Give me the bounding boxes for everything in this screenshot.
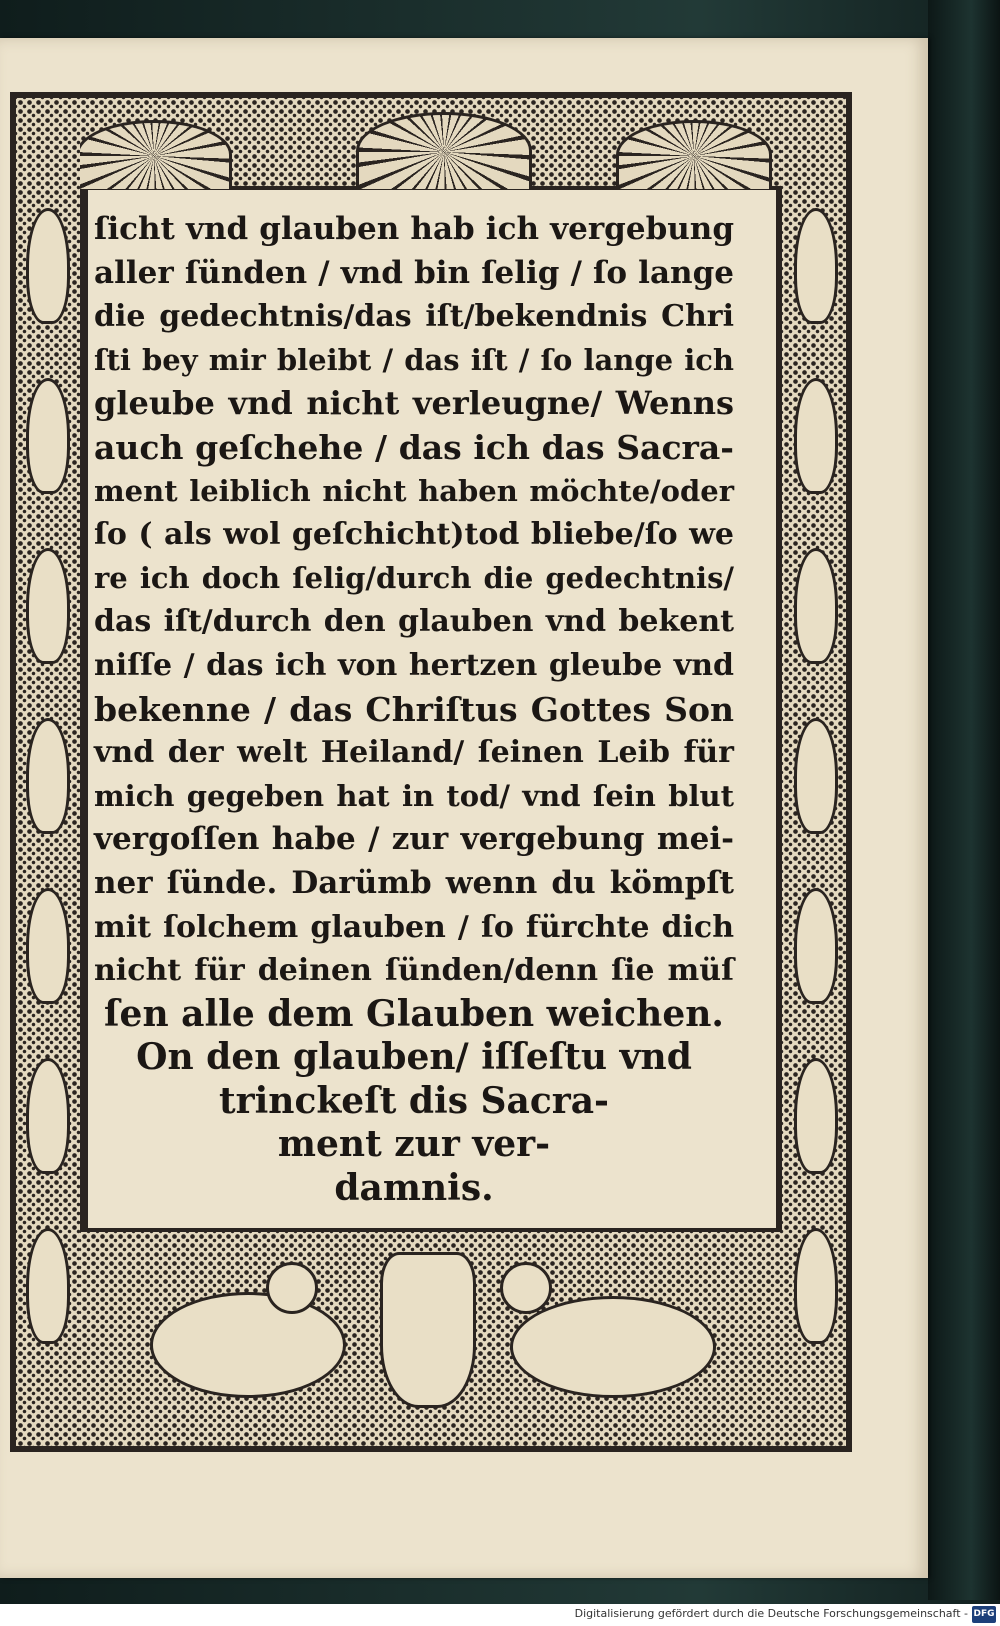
book-edge bbox=[928, 0, 1000, 1600]
fan-ornament bbox=[356, 112, 532, 189]
text-line: bekenne / das Chriſtus Gottes Son bbox=[94, 689, 734, 729]
border-top-ornament bbox=[16, 98, 846, 186]
text-line: niſſe / das ich von hertzen gleube vnd bbox=[94, 647, 734, 683]
text-line: aller ſünden / vnd bin ſelig / ſo lange bbox=[94, 254, 734, 291]
vase-ornament bbox=[794, 378, 838, 494]
closing-line: On den glauben/ iſſeſtu vnd bbox=[136, 1036, 692, 1079]
border-bottom-cherubs bbox=[80, 1232, 782, 1446]
closing-line: ment zur ver- bbox=[277, 1123, 551, 1166]
central-urn bbox=[380, 1252, 476, 1408]
text-line: gleube vnd nicht verleugne/ Wenns bbox=[94, 384, 734, 423]
vase-ornament bbox=[26, 718, 70, 834]
closing-line: damnis. bbox=[334, 1167, 494, 1210]
text-line: vnd der welt Heiland/ ſeinen Leib für bbox=[94, 735, 734, 771]
vase-ornament bbox=[794, 208, 838, 324]
footer-credit: Digitalisierung gefördert durch die Deutsche Forschungsgemeinschaft - bbox=[574, 1607, 968, 1620]
cherub-head-left bbox=[266, 1262, 318, 1314]
border-right-ornament bbox=[782, 98, 846, 1446]
vase-ornament bbox=[26, 1228, 70, 1344]
text-line: mit ſolchem glauben / ſo fürchte dich bbox=[94, 909, 734, 945]
vase-ornament bbox=[794, 548, 838, 664]
vase-ornament bbox=[26, 888, 70, 1004]
vase-ornament bbox=[794, 888, 838, 1004]
text-line: ſicht vnd glauben hab ich vergebung bbox=[94, 211, 734, 247]
vase-ornament bbox=[26, 1058, 70, 1174]
text-line: ment leiblich nicht haben möchte/oder bbox=[94, 473, 734, 508]
page-body-text bbox=[94, 208, 734, 1211]
text-line: ſo ( als wol geſchicht)tod bliebe/ſo we bbox=[94, 517, 734, 553]
vase-ornament bbox=[794, 1228, 838, 1344]
dfg-logo: DFG bbox=[972, 1606, 996, 1623]
cherub-head-right bbox=[500, 1262, 552, 1314]
footer-bar bbox=[0, 1604, 1000, 1626]
text-line: vergoſſen habe / zur vergebung mei- bbox=[94, 821, 734, 858]
vase-ornament bbox=[794, 1058, 838, 1174]
closing-line: trinckeſt dis Sacra- bbox=[219, 1079, 609, 1122]
fan-ornament bbox=[76, 120, 232, 189]
cherub-left bbox=[150, 1292, 346, 1398]
vase-ornament bbox=[794, 718, 838, 834]
vase-ornament bbox=[26, 208, 70, 324]
cherub-right bbox=[510, 1296, 716, 1398]
text-line: ſen alle dem Glauben weichen. bbox=[104, 992, 724, 1035]
text-line: re ich doch ſelig/durch die gedechtnis/ bbox=[94, 560, 734, 595]
text-line: das iſt/durch den glauben vnd bekent bbox=[94, 604, 734, 640]
fan-ornament bbox=[616, 120, 772, 189]
text-line: ſti bey mir bleibt / das iſt / ſo lange ich bbox=[94, 342, 734, 377]
text-line: nicht für deinen ſünden/denn ſie müſ bbox=[94, 953, 734, 989]
text-line: mich gegeben hat in tod/ vnd ſein blut bbox=[94, 778, 734, 813]
text-line: die gedechtnis/das iſt/bekendnis Chri bbox=[94, 299, 734, 335]
vase-ornament bbox=[26, 378, 70, 494]
vase-ornament bbox=[26, 548, 70, 664]
text-line: ner ſünde. Darümb wenn du kömpſt bbox=[94, 864, 734, 901]
border-left-ornament bbox=[16, 98, 80, 1446]
text-line: auch geſchehe / das ich das Sacra- bbox=[94, 427, 734, 467]
